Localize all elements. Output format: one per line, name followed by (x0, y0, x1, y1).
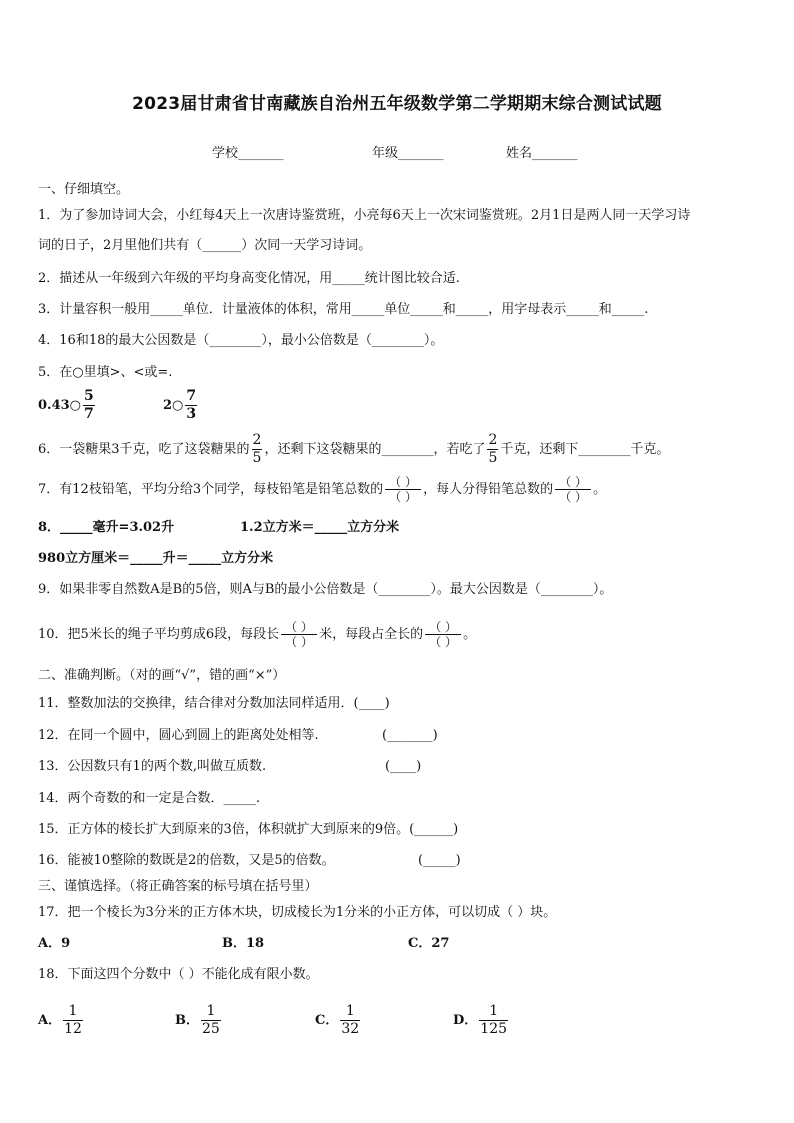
fraction: $\frac{2}{5}$ (488, 432, 498, 466)
q5b-left: 2○ (163, 398, 184, 413)
fraction: $\frac{2}{5}$ (252, 432, 262, 466)
question-17-option-a: A．9 (38, 936, 71, 951)
question-11: 11．整数加法的交换律，结合律对分数加法同样适用．(____) (38, 696, 390, 711)
blank-fraction: $\frac{( )}{( )}$ (385, 475, 421, 504)
question-13-answer-blank: (____) (385, 759, 422, 774)
question-4: 4．16和18的最大公因数是（________），最小公倍数是（________）。 (38, 333, 444, 348)
page-title: 2023届甘肃省甘南藏族自治州五年级数学第二学期期末综合测试试题 (132, 94, 662, 114)
question-8-line-1b: 1.2立方米＝_____立方分米 (240, 520, 400, 535)
question-2: 2．描述从一年级到六年级的平均身高变化情况，用_____统计图比较合适. (38, 271, 460, 286)
question-12-answer-blank: (_______) (382, 728, 438, 743)
question-5: 5．在○里填>、<或=. (38, 365, 173, 380)
question-15: 15．正方体的棱长扩大到原来的3倍，体积就扩大到原来的9倍。(______) (38, 822, 459, 837)
question-17-option-b: B．18 (222, 936, 265, 951)
grade-field: 年级_______ (372, 146, 444, 161)
question-12: 12．在同一个圆中，圆心到圆上的距离处处相等. (38, 728, 319, 743)
school-field: 学校_______ (212, 146, 284, 161)
fraction: $\frac{1}{32}$ (341, 1003, 360, 1037)
question-1-line-2: 词的日子，2月里他们共有（______）次同一天学习诗词。 (38, 238, 372, 253)
question-8-line-1a: 8．_____毫升=3.02升 (38, 520, 175, 535)
question-8-line-2: 980立方厘米＝_____升＝_____立方分米 (38, 551, 274, 566)
question-18-option-b: B． $\frac{1}{25}$ (175, 1003, 220, 1037)
question-1-line-1: 1．为了参加诗词大会，小红每4天上一次唐诗鉴赏班，小亮每6天上一次宋词鉴赏班。2月1日是两人同一天学习诗 (38, 208, 691, 223)
name-field: 姓名_______ (506, 146, 578, 161)
question-7: 7．有12枝铅笔，平均分给3个同学，每枝铅笔是铅笔总数的 $\frac{( )}{( )}$ ，每人分得铅笔总数的 $\frac{( )}{( )}$ 。 (38, 475, 607, 504)
question-3: 3．计量容积一般用_____单位．计量液体的体积，常用_____单位_____和_____，用字母表示_____和_____. (38, 302, 649, 317)
question-5-item-a (38, 388, 97, 423)
section-3-heading: 三、谨慎选择。（将正确答案的标号填在括号里） (38, 879, 318, 894)
question-18: 18．下面这四个分数中（ ）不能化成有限小数。 (38, 967, 319, 982)
question-13: 13．公因数只有1的两个数,叫做互质数. (38, 759, 267, 774)
question-17: 17．把一个棱长为3分米的正方体木块，切成棱长为1分米的小正方体，可以切成（ ）块。 (38, 905, 557, 920)
question-5-item-b (163, 388, 199, 423)
fraction: $\frac{7}{3}$ (186, 388, 197, 422)
blank-fraction: $\frac{( )}{( )}$ (281, 620, 317, 649)
question-18-option-a: A． $\frac{1}{12}$ (38, 1003, 82, 1037)
section-1-heading: 一、仔细填空。 (38, 182, 130, 197)
question-14: 14．两个奇数的和一定是合数．_____. (38, 791, 261, 806)
question-16-answer-blank: (_____) (418, 853, 461, 868)
fraction: $\frac{5}{7}$ (84, 388, 94, 422)
fraction: $\frac{1}{125}$ (480, 1003, 508, 1037)
question-18-option-c: C． $\frac{1}{32}$ (315, 1003, 360, 1037)
question-17-option-c: C．27 (408, 936, 450, 951)
question-6: 6．一袋糖果3千克，吃了这袋糖果的 $\frac{2}{5}$ ，还剩下这袋糖果的________，若吃了 $\frac{2}{5}$ 千克，还剩下________千克。 (38, 432, 670, 466)
fraction: $\frac{1}{25}$ (202, 1003, 220, 1037)
question-10: 10．把5米长的绳子平均剪成6段，每段长 $\frac{( )}{( )}$ 米，每段占全长的 $\frac{( )}{( )}$ 。 (38, 620, 477, 649)
blank-fraction: $\frac{( )}{( )}$ (425, 620, 461, 649)
question-16: 16．能被10整除的数既是2的倍数，又是5的倍数。 (38, 853, 335, 868)
section-2-heading: 二、准确判断。（对的画“√”，错的画“×”） (38, 668, 286, 683)
q5a-left: 0.43○ (38, 398, 82, 413)
blank-fraction: $\frac{( )}{( )}$ (555, 475, 591, 504)
question-9: 9．如果非零自然数A是B的5倍，则A与B的最小公倍数是（________）。最大公因数是（________）。 (38, 582, 613, 597)
fraction: $\frac{1}{12}$ (64, 1003, 82, 1037)
question-18-option-d: D． $\frac{1}{125}$ (453, 1003, 508, 1037)
